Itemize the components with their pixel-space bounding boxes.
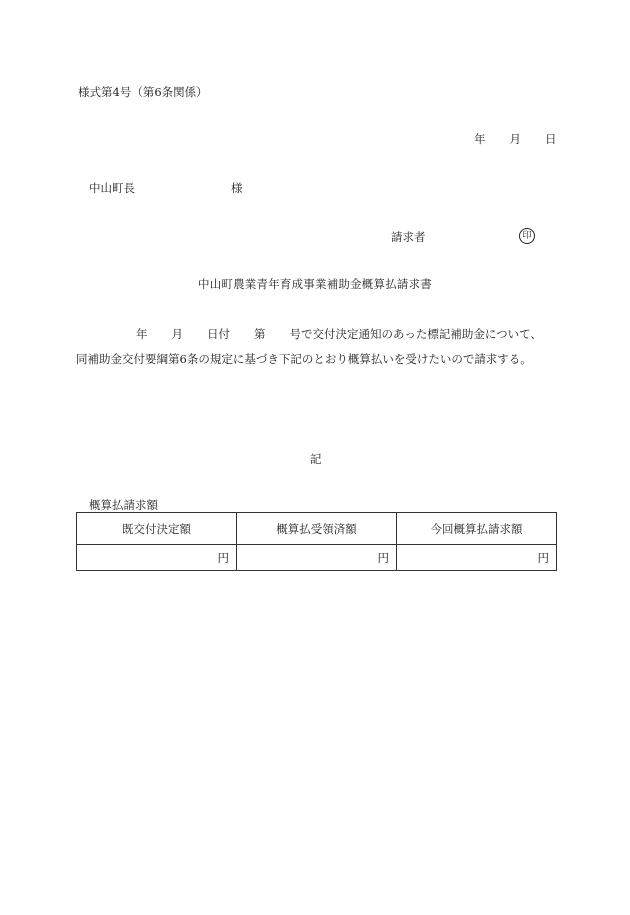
body-day: 日付 [207, 327, 230, 341]
received-amount-cell[interactable]: 円 [237, 545, 397, 571]
date-line [474, 132, 557, 146]
addressee-name: 中山町長 [89, 181, 135, 195]
body-month: 月 [171, 327, 183, 341]
table-caption: 概算払請求額 [89, 498, 158, 512]
body-line-2: 同補助金交付要綱第6条の規定に基づき下記のとおり概算払いを受けたいので請求する。 [76, 352, 532, 366]
date-year: 年 [474, 132, 486, 146]
approved-amount-cell[interactable]: 円 [77, 545, 237, 571]
body-number-prefix: 第 [254, 327, 266, 341]
ki-heading: 記 [310, 452, 322, 466]
addressee-honorific: 様 [231, 181, 243, 195]
document-title: 中山町農業青年育成事業補助金概算払請求書 [198, 277, 432, 291]
header-approved-amount: 既交付決定額 [77, 513, 237, 545]
header-received-amount: 概算払受領済額 [237, 513, 397, 545]
requested-amount-cell[interactable]: 円 [397, 545, 557, 571]
amount-table [76, 512, 557, 571]
seal-mark: 印 [519, 228, 535, 244]
table-header-row [77, 513, 557, 545]
addressee [89, 181, 243, 195]
body-year: 年 [136, 327, 148, 341]
body-line1-rest: 号で交付決定通知のあった標記補助金について、 [289, 327, 542, 341]
table-row [77, 545, 557, 571]
form-number: 様式第4号（第6条関係） [78, 85, 208, 99]
date-day: 日 [545, 132, 557, 146]
date-month: 月 [509, 132, 521, 146]
requester-label: 請求者 [391, 230, 426, 244]
header-requested-amount: 今回概算払請求額 [397, 513, 557, 545]
body-line-1 [136, 327, 542, 341]
